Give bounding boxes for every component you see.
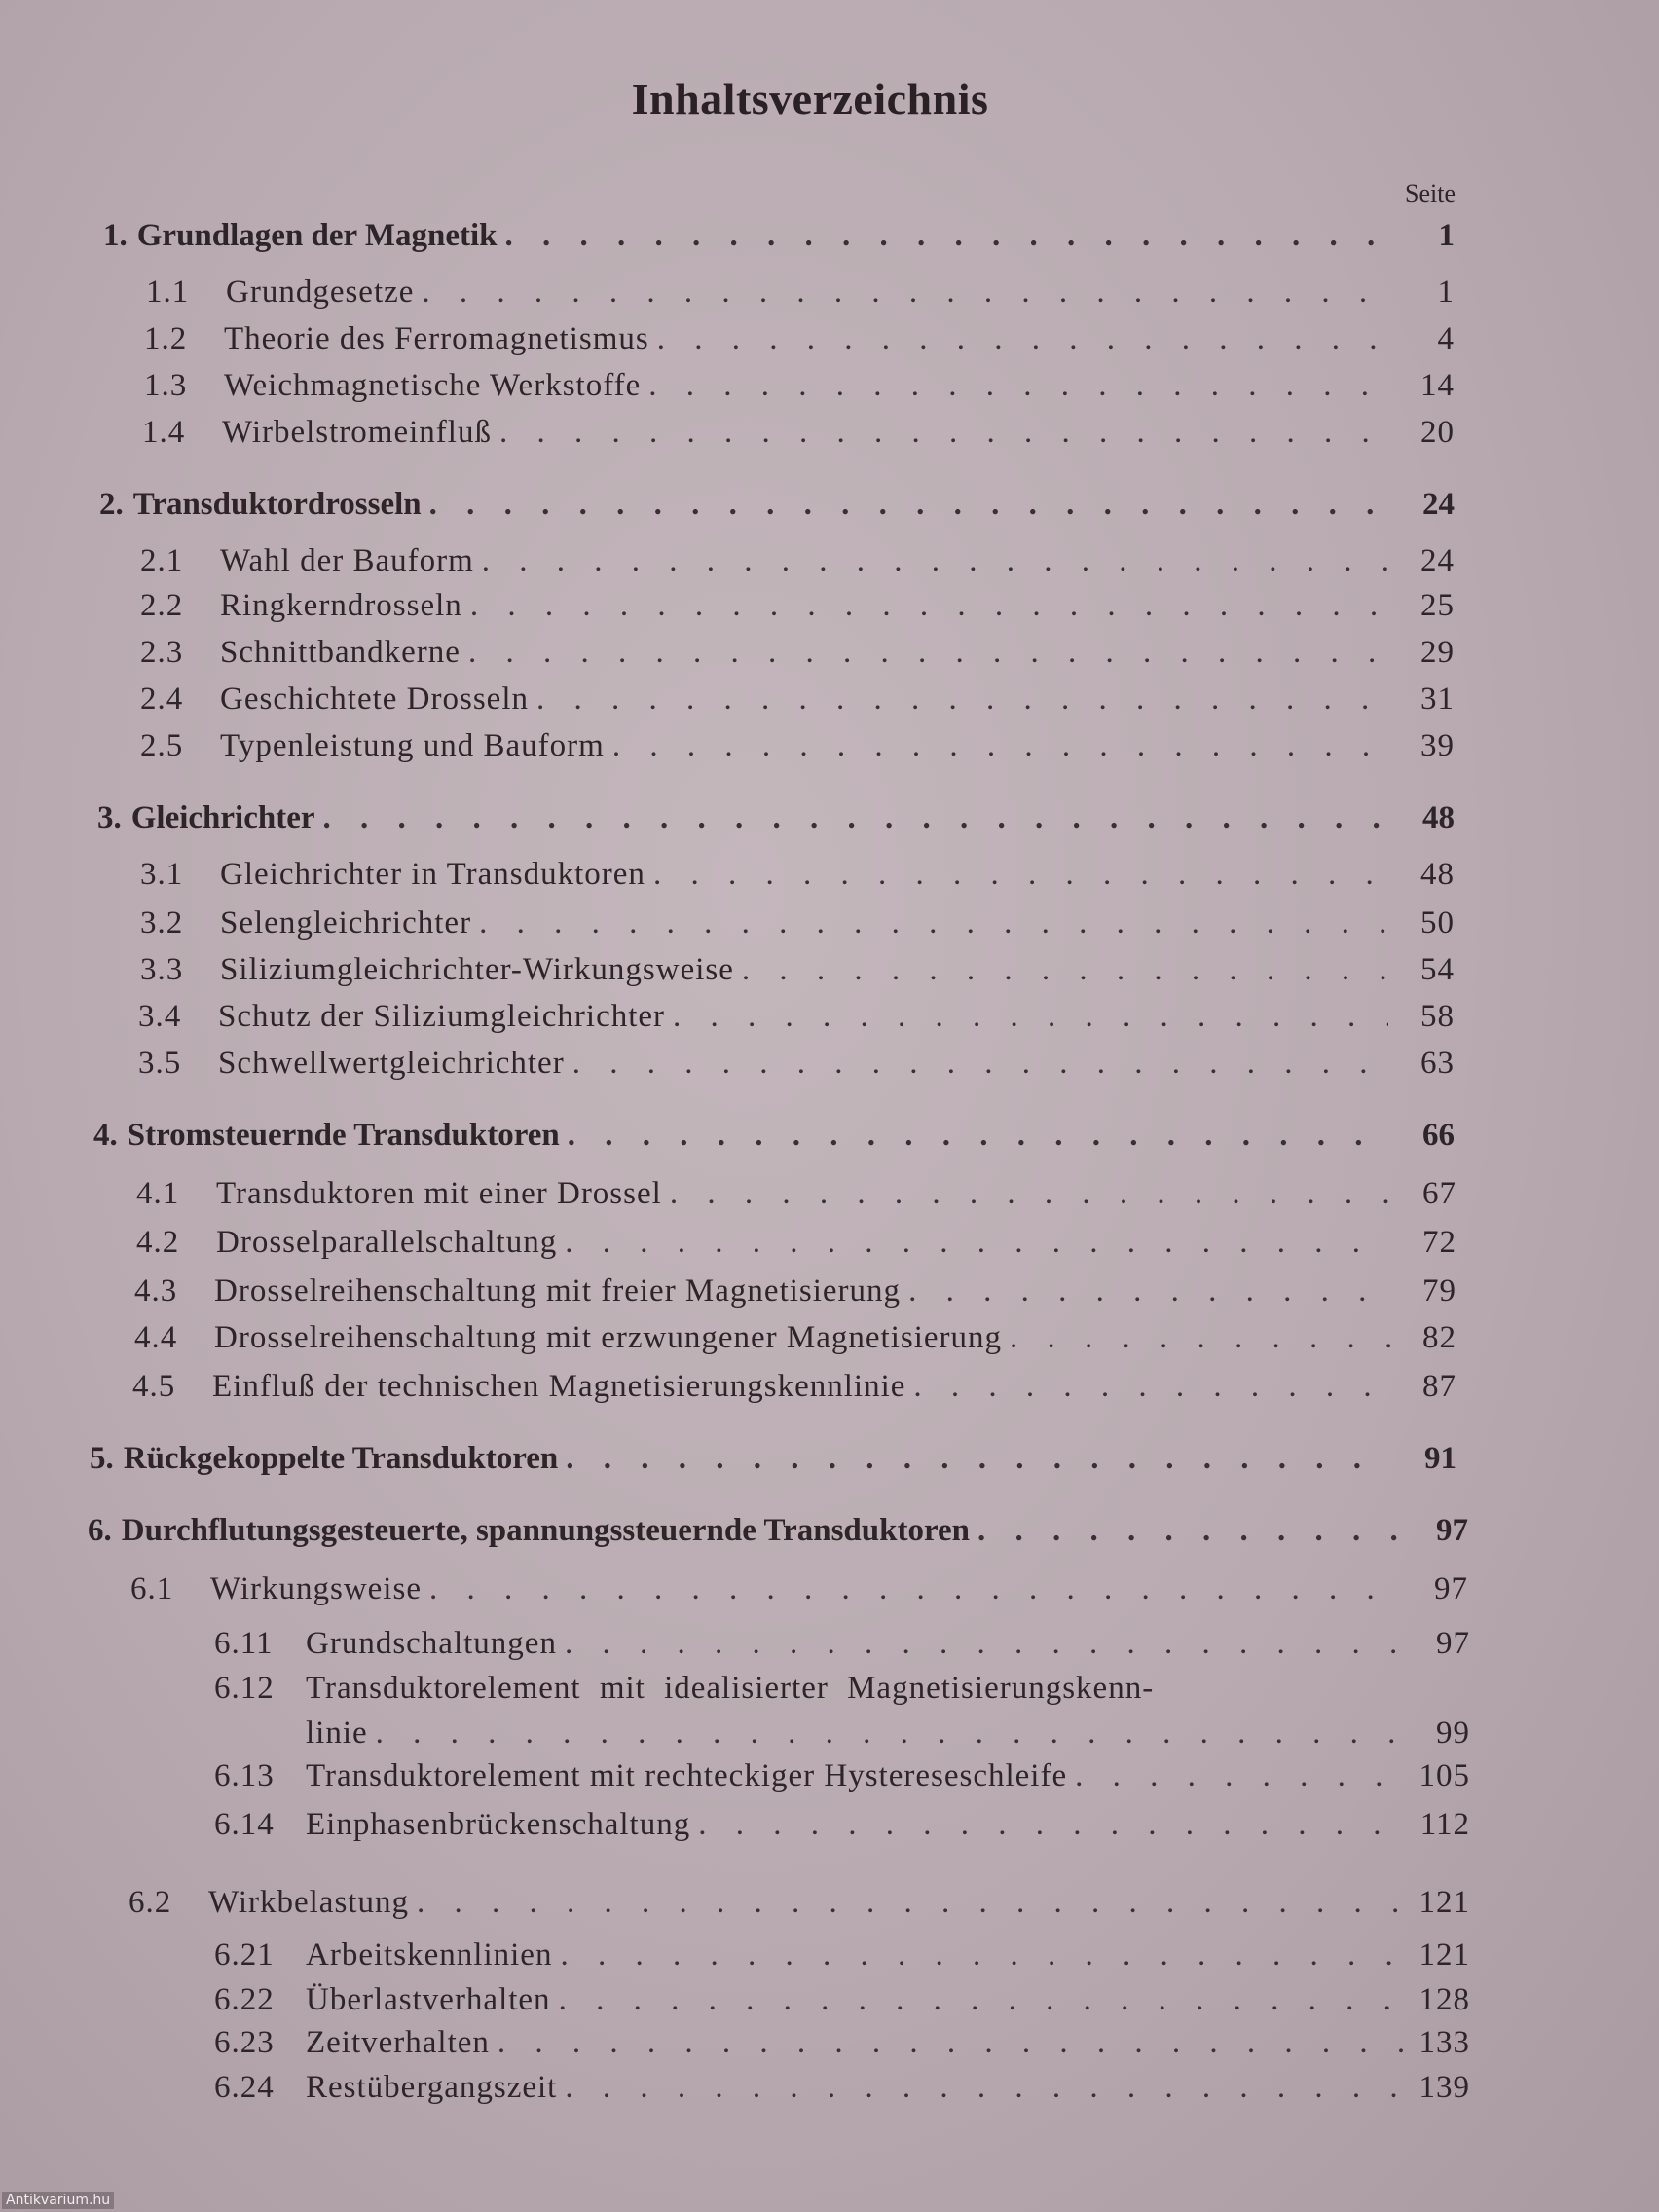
section-title: Einfluß der technischen Magnetisierungskennlinie <box>212 1369 906 1404</box>
page-number: 66 <box>1422 1118 1455 1153</box>
toc-section-3-1[interactable] <box>140 857 1455 893</box>
page-number: 14 <box>1420 368 1455 403</box>
section-title: Wirkbelastung <box>208 1885 409 1920</box>
toc-section-2-5[interactable] <box>140 728 1455 764</box>
leader-dots <box>698 1807 1404 1843</box>
leader-dots <box>470 588 1388 624</box>
toc-chapter-3[interactable] <box>97 800 1455 836</box>
subsection-title: Überlastverhalten <box>306 1982 551 2017</box>
page-number: 39 <box>1420 728 1455 763</box>
chapter-title: Grundlagen der Magnetik <box>136 218 498 253</box>
leader-dots <box>323 800 1388 836</box>
page-number: 97 <box>1434 1571 1468 1606</box>
subsection-number: 6.12 <box>214 1671 275 1706</box>
leader-dots <box>566 1441 1390 1477</box>
leader-dots <box>429 487 1388 523</box>
page-number: 97 <box>1436 1513 1468 1548</box>
section-title: Typenleistung und Bauform <box>220 728 605 763</box>
section-number: 4.4 <box>134 1320 178 1355</box>
toc-subsection-6-21[interactable] <box>214 1937 1470 1973</box>
page-number: 128 <box>1419 1982 1470 2017</box>
page-number: 31 <box>1420 682 1455 717</box>
toc-section-3-2[interactable] <box>140 905 1455 941</box>
page-number: 29 <box>1420 635 1455 670</box>
section-number: 1.2 <box>144 321 188 356</box>
leader-dots <box>479 905 1388 941</box>
leader-dots <box>673 999 1388 1035</box>
page-number: 91 <box>1424 1441 1456 1476</box>
section-title: Siliziumgleichrichter-Wirkungsweise <box>220 952 734 987</box>
page-number: 139 <box>1419 2070 1470 2105</box>
page-number: 1 <box>1437 275 1455 310</box>
section-number: 3.2 <box>140 905 184 940</box>
section-title: Geschichtete Drosseln <box>220 682 529 717</box>
chapter-title: Transduktordrosseln <box>132 487 422 522</box>
page-number: 133 <box>1419 2025 1470 2060</box>
toc-section-2-4[interactable] <box>140 682 1455 718</box>
page-number: 58 <box>1420 999 1455 1034</box>
chapter-number: 1. <box>103 218 128 253</box>
toc-section-4-1[interactable] <box>136 1176 1456 1212</box>
section-title: Drosselparallelschaltung <box>216 1225 558 1260</box>
toc-section-4-5[interactable] <box>132 1369 1456 1405</box>
leader-dots <box>559 1982 1404 2018</box>
toc-section-4-4[interactable] <box>134 1320 1456 1356</box>
page-number: 97 <box>1436 1626 1470 1661</box>
page-number: 121 <box>1419 1885 1470 1920</box>
page-number: 20 <box>1420 415 1455 450</box>
toc-chapter-1[interactable] <box>103 218 1455 254</box>
section-title: Schwellwertgleichrichter <box>218 1046 565 1081</box>
section-title: Wirbelstromeinfluß <box>222 415 492 450</box>
page-number: 24 <box>1420 543 1455 578</box>
chapter-number: 5. <box>90 1441 114 1476</box>
leader-dots <box>536 682 1388 718</box>
section-title: Weichmagnetische Werkstoffe <box>224 368 642 403</box>
leader-dots <box>498 2025 1404 2061</box>
toc-chapter-5[interactable] <box>90 1441 1456 1477</box>
section-title: Ringkerndrosseln <box>220 588 462 623</box>
page-number: 82 <box>1422 1320 1456 1355</box>
section-title: Schutz der Siliziumgleichrichter <box>218 999 666 1034</box>
leader-dots <box>429 1571 1402 1607</box>
leader-dots <box>565 1626 1404 1662</box>
toc-subsection-6-22[interactable] <box>214 1982 1470 2018</box>
chapter-number: 6. <box>88 1513 112 1548</box>
toc-section-2-1[interactable] <box>140 543 1455 579</box>
toc-section-1-3[interactable] <box>144 368 1455 404</box>
leader-dots <box>653 857 1388 893</box>
toc-chapter-6[interactable] <box>88 1513 1468 1549</box>
page-number: 112 <box>1419 1807 1470 1842</box>
section-title: Drosselreihenschaltung mit erzwungener Magnetisierung <box>214 1320 1003 1355</box>
section-number: 3.1 <box>140 857 184 892</box>
toc-subsection-6-12-continued <box>306 1715 1470 1751</box>
page-number: 48 <box>1422 800 1455 835</box>
section-number: 1.3 <box>144 368 188 403</box>
leader-dots <box>670 1176 1390 1212</box>
leader-dots <box>1010 1320 1390 1356</box>
section-title: Selengleichrichter <box>220 905 472 940</box>
toc-section-1-4[interactable] <box>142 415 1455 451</box>
section-title: Schnittbandkerne <box>220 635 461 670</box>
section-number: 3.5 <box>138 1046 182 1081</box>
subsection-title: Einphasenbrückenschaltung <box>306 1807 691 1842</box>
page-number: 99 <box>1436 1715 1470 1751</box>
toc-section-2-3[interactable] <box>140 635 1455 671</box>
leader-dots <box>422 275 1388 311</box>
toc-section-4-2[interactable] <box>136 1225 1456 1261</box>
leader-dots <box>468 635 1388 671</box>
page-number: 121 <box>1419 1937 1470 1972</box>
page-title: Inhaltsverzeichnis <box>631 74 989 124</box>
subsection-number: 6.14 <box>214 1807 275 1842</box>
page-number: 50 <box>1420 905 1455 940</box>
section-number: 3.3 <box>140 952 184 987</box>
chapter-title: Durchflutungsgesteuerte, spannungssteuernde Transduktoren <box>121 1513 971 1548</box>
section-number: 4.1 <box>136 1176 180 1211</box>
toc-subsection-6-11[interactable] <box>214 1626 1470 1662</box>
leader-dots <box>908 1273 1390 1309</box>
section-title: Drosselreihenschaltung mit freier Magnetisierung <box>214 1273 902 1309</box>
chapter-number: 4. <box>93 1118 118 1153</box>
page-number: 25 <box>1420 588 1455 623</box>
leader-dots <box>482 543 1388 579</box>
toc-subsection-6-12[interactable] <box>214 1671 1373 1707</box>
leader-dots <box>913 1369 1390 1405</box>
page-number: 79 <box>1422 1273 1456 1309</box>
page-number: 24 <box>1422 487 1455 522</box>
chapter-number: 2. <box>99 487 124 522</box>
toc-section-1-1[interactable] <box>146 275 1455 311</box>
subsection-number: 6.23 <box>214 2025 275 2060</box>
subsection-title: Transduktorelement mit idealisierter Magnetisierungskenn- <box>306 1671 1155 1706</box>
toc-subsection-6-13[interactable] <box>214 1758 1470 1794</box>
subsection-title-continued: linie <box>306 1715 368 1751</box>
subsection-number: 6.13 <box>214 1758 275 1793</box>
toc-chapter-2[interactable] <box>99 487 1455 523</box>
chapter-title: Gleichrichter <box>130 800 315 835</box>
section-number: 3.4 <box>138 999 182 1034</box>
seite-label: Seite <box>1405 179 1456 207</box>
section-number: 6.1 <box>130 1571 174 1606</box>
section-title: Wirkungsweise <box>210 1571 422 1606</box>
leader-dots <box>565 2070 1404 2106</box>
subsection-title: Grundschaltungen <box>306 1626 557 1661</box>
page-number: 48 <box>1420 857 1455 892</box>
subsection-number: 6.22 <box>214 1982 275 2017</box>
section-title: Theorie des Ferromagnetismus <box>224 321 649 356</box>
chapter-title: Rückgekoppelte Transduktoren <box>123 1441 559 1476</box>
section-number: 2.1 <box>140 543 184 578</box>
leader-dots <box>572 1046 1388 1082</box>
section-title: Gleichrichter in Transduktoren <box>220 857 645 892</box>
leader-dots <box>977 1513 1402 1549</box>
section-number: 2.2 <box>140 588 184 623</box>
toc-section-1-2[interactable] <box>144 321 1455 357</box>
subsection-number: 6.11 <box>214 1626 274 1661</box>
subsection-title: Transduktorelement mit rechteckiger Hystereseschleife <box>306 1758 1068 1793</box>
leader-dots <box>376 1715 1404 1751</box>
page-number: 87 <box>1422 1369 1456 1404</box>
chapter-title: Stromsteuernde Transduktoren <box>127 1118 560 1153</box>
chapter-number: 3. <box>97 800 122 835</box>
page-number: 72 <box>1422 1225 1456 1260</box>
leader-dots <box>1075 1758 1404 1794</box>
section-number: 2.3 <box>140 635 184 670</box>
section-title: Transduktoren mit einer Drossel <box>216 1176 662 1211</box>
toc-section-6-1[interactable] <box>130 1571 1468 1607</box>
leader-dots <box>499 415 1388 451</box>
page-number: 63 <box>1420 1046 1455 1081</box>
section-number: 4.2 <box>136 1225 180 1260</box>
toc-subsection-6-14[interactable] <box>214 1807 1470 1843</box>
section-number: 2.5 <box>140 728 184 763</box>
subsection-title: Zeitverhalten <box>306 2025 490 2060</box>
section-number: 1.4 <box>142 415 186 450</box>
subsection-number: 6.24 <box>214 2070 275 2105</box>
toc-section-3-3[interactable] <box>140 952 1455 988</box>
leader-dots <box>648 368 1388 404</box>
section-number: 4.5 <box>132 1369 176 1404</box>
page-number: 54 <box>1420 952 1455 987</box>
page-number: 4 <box>1437 321 1455 356</box>
toc-section-2-2[interactable] <box>140 588 1455 624</box>
page-number: 1 <box>1438 218 1455 253</box>
section-number: 6.2 <box>129 1885 172 1920</box>
toc-chapter-4[interactable] <box>93 1118 1455 1154</box>
section-title: Grundgesetze <box>226 275 415 310</box>
page-number: 67 <box>1422 1176 1456 1211</box>
section-number: 2.4 <box>140 682 184 717</box>
leader-dots <box>568 1118 1388 1154</box>
section-number: 1.1 <box>146 275 190 310</box>
section-number: 4.3 <box>134 1273 178 1309</box>
watermark: Antikvarium.hu <box>2 2192 114 2209</box>
toc-section-3-5[interactable] <box>138 1046 1455 1082</box>
toc-section-3-4[interactable] <box>138 999 1455 1035</box>
leader-dots <box>505 218 1388 254</box>
leader-dots <box>657 321 1388 357</box>
leader-dots <box>612 728 1388 764</box>
leader-dots <box>417 1885 1404 1921</box>
leader-dots <box>565 1225 1390 1261</box>
subsection-title: Restübergangszeit <box>306 2070 558 2105</box>
toc-section-6-2[interactable] <box>129 1885 1470 1921</box>
toc-subsection-6-24[interactable] <box>214 2070 1470 2106</box>
subsection-title: Arbeitskennlinien <box>306 1937 553 1972</box>
section-title: Wahl der Bauform <box>220 543 474 578</box>
toc-subsection-6-23[interactable] <box>214 2025 1470 2061</box>
leader-dots <box>560 1937 1404 1973</box>
subsection-number: 6.21 <box>214 1937 275 1972</box>
toc-section-4-3[interactable] <box>134 1273 1456 1309</box>
page-number: 105 <box>1419 1758 1470 1793</box>
leader-dots <box>742 952 1388 988</box>
